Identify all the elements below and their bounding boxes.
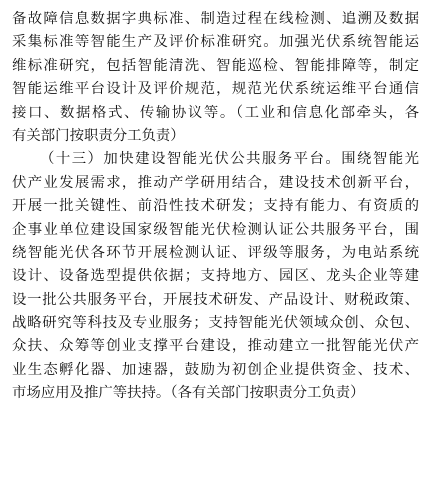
section-heading-line: （十三）加快建设智能光伏公共服务平台。围绕智能光 [40, 151, 419, 168]
text-line: 绕智能光伏各环节开展检测认证、评级等服务，为电站系统 [12, 244, 419, 261]
text-line: 战略研究等科技及专业服务；支持智能光伏领域众创、众包、 [12, 315, 419, 332]
paragraph-2 [12, 148, 419, 405]
text-line: 市场应用及推广等扶持。（各有关部门按职责分工负责） [12, 385, 365, 402]
text-line: 维标准研究，包括智能清洗、智能巡检、智能排障等，制定 [12, 57, 419, 74]
text-line: 开展一批关键性、前沿性技术研发；支持有能力、有资质的 [12, 198, 419, 215]
text-line: 备故障信息数据字典标准、制造过程在线检测、追溯及数据 [12, 11, 419, 27]
text-line: 众扶、众筹等创业支撑平台建设，推动建立一批智能光伏产 [12, 338, 419, 355]
paragraph-1 [12, 8, 419, 148]
text-line: 采集标准等智能生产及评价标准研究。加强光伏系统智能运 [12, 34, 419, 51]
text-line: 设计、设备选型提供依据；支持地方、园区、龙头企业等建 [12, 268, 419, 285]
text-line: 业生态孵化器、加速器，鼓励为初创企业提供资金、技术、 [12, 361, 419, 378]
text-line: 有关部门按职责分工负责） [12, 127, 185, 144]
text-line: 设一批公共服务平台，开展技术研发、产品设计、财税政策、 [12, 291, 419, 308]
text-line: 智能运维平台设计及评价规范，规范光伏系统运维平台通信 [12, 81, 419, 98]
text-line: 伏产业发展需求，推动产学研用结合，建设技术创新平台， [12, 174, 419, 191]
text-line: 接口、数据格式、传输协议等。（工业和信息化部牵头，各 [12, 104, 419, 121]
text-line: 企事业单位建设国家级智能光伏检测认证公共服务平台，围 [12, 221, 419, 238]
